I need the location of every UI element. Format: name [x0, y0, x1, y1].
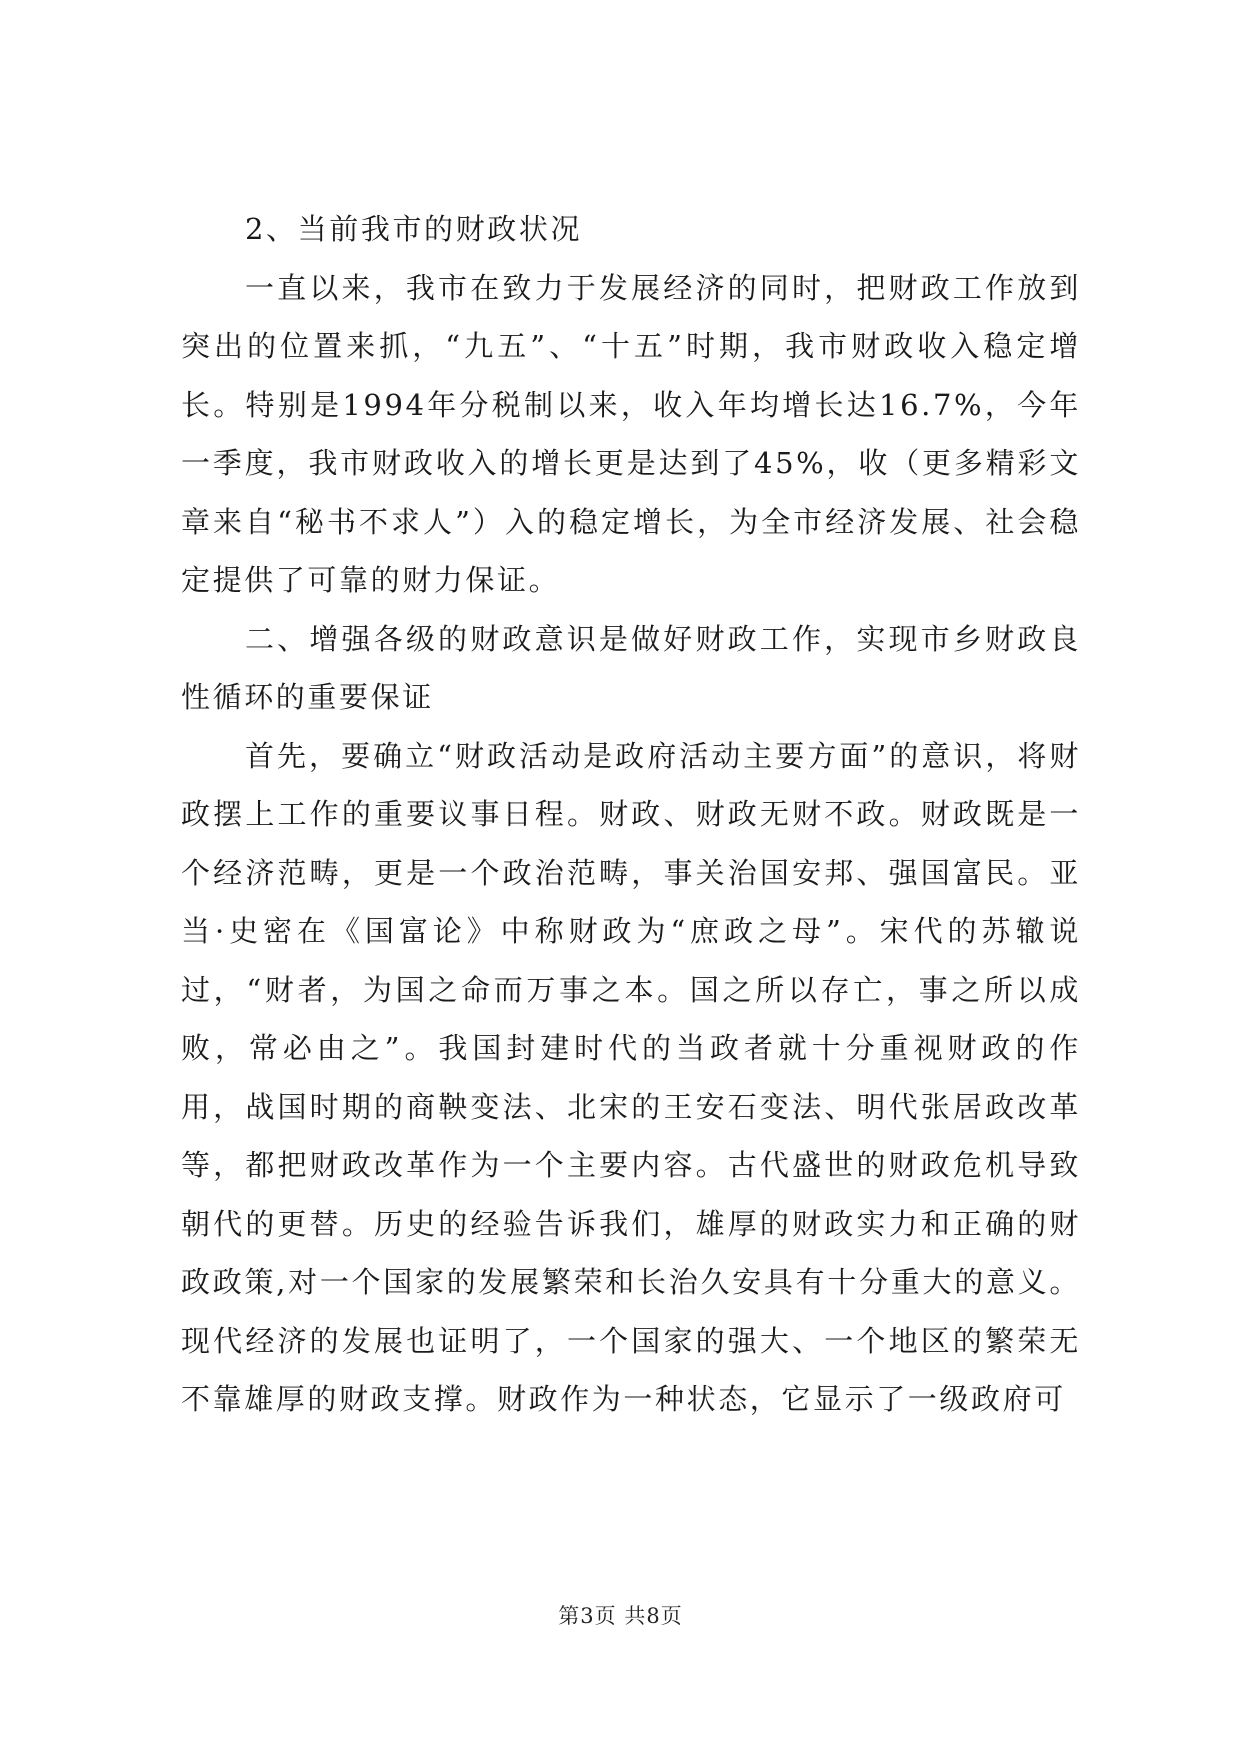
section-heading-financial-awareness: 二、增强各级的财政意识是做好财政工作，实现市乡财政良性循环的重要保证: [181, 621, 1081, 714]
page-footer: 第3页 共8页: [558, 1604, 683, 1628]
paragraph-revenue-growth: 一直以来，我市在致力于发展经济的同时，把财政工作放到突出的位置来抓，“九五”、“十五”时期，我市财政收入稳定增长。特别是1994年分税制以来，收入年均增长达16.7%，今年一季度，我市财政收入的增长更是达到了45%，收（更多精彩文章来自“秘书不求人”）入的稳定增长，为全市经济发展、社会稳定提供了可靠的财力保证。: [181, 270, 1081, 597]
section-heading-financial-status: 2、当前我市的财政状况: [245, 212, 583, 246]
document-body: [181, 200, 1081, 1429]
paragraph-finance-importance: 首先，要确立“财政活动是政府活动主要方面”的意识，将财政摆上工作的重要议事日程。财政、财政无财不政。财政既是一个经济范畴，更是一个政治范畴，事关治国安邦、强国富民。亚当·史密在《国富论》中称财政为“庶政之母”。宋代的苏辙说过，“财者，为国之命而万事之本。国之所以存亡，事之所以成败，常必由之”。我国封建时代的当政者就十分重视财政的作用，战国时期的商鞅变法、北宋的王安石变法、明代张居政改革等，都把财政改革作为一个主要内容。古代盛世的财政危机导致朝代的更替。历史的经验告诉我们，雄厚的财政实力和正确的财政政策,对一个国家的发展繁荣和长治久安具有十分重大的意义。现代经济的发展也证明了，一个国家的强大、一个地区的繁荣无不靠雄厚的财政支撑。财政作为一种状态，它显示了一级政府可: [181, 738, 1081, 1416]
